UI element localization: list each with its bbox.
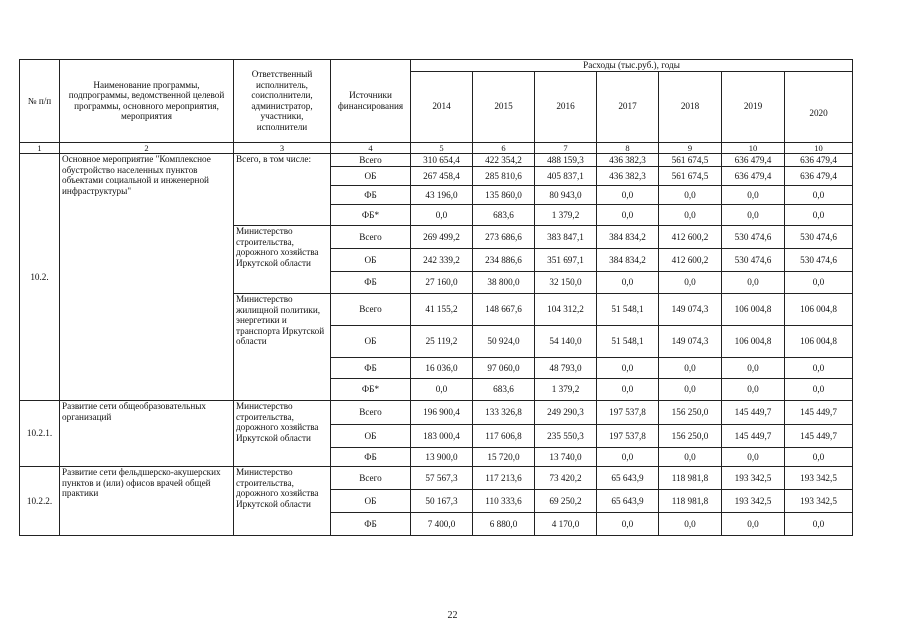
- value-cell: 57 567,3: [411, 467, 473, 490]
- value-cell: 145 449,7: [785, 425, 853, 448]
- value-cell: 65 643,9: [597, 490, 659, 513]
- value-cell: 27 160,0: [411, 272, 473, 294]
- value-cell: 6 880,0: [473, 513, 535, 536]
- funding-source: ФБ*: [331, 205, 411, 226]
- value-cell: 16 036,0: [411, 358, 473, 379]
- value-cell: 412 600,2: [659, 226, 722, 249]
- activity-name: Развитие сети общеобразовательных организаций: [60, 401, 234, 467]
- value-cell: 235 550,3: [535, 425, 597, 448]
- executor-name: Министерство строительства, дорожного хозяйства Иркутской области: [234, 467, 331, 536]
- table-row: [20, 401, 853, 425]
- funding-source: Всего: [331, 467, 411, 490]
- value-cell: 13 740,0: [535, 448, 597, 467]
- value-cell: 193 342,5: [722, 467, 785, 490]
- value-cell: 0,0: [785, 186, 853, 205]
- value-cell: 0,0: [411, 205, 473, 226]
- column-number: 6: [473, 142, 535, 154]
- value-cell: 145 449,7: [785, 401, 853, 425]
- value-cell: 0,0: [722, 186, 785, 205]
- funding-source: ФБ: [331, 513, 411, 536]
- value-cell: 683,6: [473, 379, 535, 401]
- funding-source: Всего: [331, 294, 411, 326]
- value-cell: 80 943,0: [535, 186, 597, 205]
- column-number: 2: [60, 142, 234, 154]
- value-cell: 234 886,6: [473, 249, 535, 272]
- column-number: 10: [785, 142, 853, 154]
- header-sources: Источники финансирования: [331, 60, 411, 143]
- value-cell: 43 196,0: [411, 186, 473, 205]
- budget-table: [19, 59, 853, 536]
- row-number: 10.2.: [20, 154, 60, 401]
- value-cell: 0,0: [597, 186, 659, 205]
- value-cell: 118 981,8: [659, 490, 722, 513]
- header-year: 2016: [535, 71, 597, 142]
- value-cell: 488 159,3: [535, 154, 597, 167]
- funding-source: ОБ: [331, 167, 411, 186]
- value-cell: 65 643,9: [597, 467, 659, 490]
- value-cell: 0,0: [597, 358, 659, 379]
- header-year: 2018: [659, 71, 722, 142]
- value-cell: 183 000,4: [411, 425, 473, 448]
- value-cell: 7 400,0: [411, 513, 473, 536]
- column-number: 5: [411, 142, 473, 154]
- value-cell: 69 250,2: [535, 490, 597, 513]
- column-number: 3: [234, 142, 331, 154]
- value-cell: 41 155,2: [411, 294, 473, 326]
- header-executor: Ответственный исполнитель, соисполнители, администратор, участники, исполнители: [234, 60, 331, 143]
- value-cell: 48 793,0: [535, 358, 597, 379]
- page-number: 22: [447, 610, 458, 621]
- value-cell: 0,0: [722, 272, 785, 294]
- value-cell: 267 458,4: [411, 167, 473, 186]
- value-cell: 0,0: [659, 513, 722, 536]
- value-cell: 530 474,6: [785, 226, 853, 249]
- value-cell: 118 981,8: [659, 467, 722, 490]
- value-cell: 148 667,6: [473, 294, 535, 326]
- value-cell: 269 499,2: [411, 226, 473, 249]
- value-cell: 0,0: [659, 272, 722, 294]
- value-cell: 0,0: [659, 205, 722, 226]
- value-cell: 242 339,2: [411, 249, 473, 272]
- value-cell: 0,0: [785, 379, 853, 401]
- value-cell: 149 074,3: [659, 294, 722, 326]
- value-cell: 436 382,3: [597, 154, 659, 167]
- value-cell: 1 379,2: [535, 379, 597, 401]
- value-cell: 196 900,4: [411, 401, 473, 425]
- funding-source: ФБ: [331, 186, 411, 205]
- header-year: 2015: [473, 71, 535, 142]
- value-cell: 683,6: [473, 205, 535, 226]
- funding-source: Всего: [331, 401, 411, 425]
- value-cell: 384 834,2: [597, 226, 659, 249]
- value-cell: 383 847,1: [535, 226, 597, 249]
- value-cell: 197 537,8: [597, 425, 659, 448]
- value-cell: 561 674,5: [659, 167, 722, 186]
- value-cell: 561 674,5: [659, 154, 722, 167]
- value-cell: 50 924,0: [473, 326, 535, 358]
- value-cell: 106 004,8: [722, 294, 785, 326]
- value-cell: 54 140,0: [535, 326, 597, 358]
- value-cell: 0,0: [597, 513, 659, 536]
- value-cell: 149 074,3: [659, 326, 722, 358]
- header-num: № п/п: [20, 60, 60, 143]
- value-cell: 193 342,5: [785, 490, 853, 513]
- value-cell: 636 479,4: [722, 154, 785, 167]
- value-cell: 50 167,3: [411, 490, 473, 513]
- funding-source: ФБ: [331, 448, 411, 467]
- executor-name: Министерство строительства, дорожного хозяйства Иркутской области: [234, 401, 331, 467]
- value-cell: 156 250,0: [659, 401, 722, 425]
- column-number: 7: [535, 142, 597, 154]
- value-cell: 0,0: [722, 448, 785, 467]
- value-cell: 351 697,1: [535, 249, 597, 272]
- value-cell: 530 474,6: [722, 226, 785, 249]
- value-cell: 193 342,5: [722, 490, 785, 513]
- value-cell: 156 250,0: [659, 425, 722, 448]
- header-row-top: [20, 60, 853, 72]
- value-cell: 636 479,4: [785, 154, 853, 167]
- table-row: [20, 467, 853, 490]
- value-cell: 117 213,6: [473, 467, 535, 490]
- value-cell: 51 548,1: [597, 294, 659, 326]
- funding-source: Всего: [331, 226, 411, 249]
- value-cell: 530 474,6: [785, 249, 853, 272]
- value-cell: 0,0: [659, 448, 722, 467]
- funding-source: ФБ*: [331, 379, 411, 401]
- value-cell: 412 600,2: [659, 249, 722, 272]
- column-number: 4: [331, 142, 411, 154]
- row-number: 10.2.1.: [20, 401, 60, 467]
- value-cell: 0,0: [722, 358, 785, 379]
- value-cell: 38 800,0: [473, 272, 535, 294]
- value-cell: 405 837,1: [535, 167, 597, 186]
- value-cell: 0,0: [411, 379, 473, 401]
- value-cell: 0,0: [597, 379, 659, 401]
- value-cell: 0,0: [785, 513, 853, 536]
- value-cell: 0,0: [597, 448, 659, 467]
- value-cell: 73 420,2: [535, 467, 597, 490]
- executor-name: Всего, в том числе:: [234, 154, 331, 226]
- value-cell: 193 342,5: [785, 467, 853, 490]
- value-cell: 0,0: [785, 272, 853, 294]
- value-cell: 32 150,0: [535, 272, 597, 294]
- funding-source: ФБ: [331, 272, 411, 294]
- value-cell: 0,0: [722, 205, 785, 226]
- value-cell: 4 170,0: [535, 513, 597, 536]
- funding-source: ОБ: [331, 425, 411, 448]
- value-cell: 25 119,2: [411, 326, 473, 358]
- executor-name: Министерство жилищной политики, энергетики и транспорта Иркутской области: [234, 294, 331, 401]
- activity-name: Развитие сети фельдшерско-акушерских пунктов и (или) офисов врачей общей практики: [60, 467, 234, 536]
- value-cell: 0,0: [785, 448, 853, 467]
- value-cell: 145 449,7: [722, 401, 785, 425]
- value-cell: 384 834,2: [597, 249, 659, 272]
- table-row: [20, 154, 853, 167]
- column-numbers-row: [20, 142, 853, 154]
- header-year: 2017: [597, 71, 659, 142]
- value-cell: 106 004,8: [722, 326, 785, 358]
- value-cell: 15 720,0: [473, 448, 535, 467]
- header-expenses: Расходы (тыс.руб.), годы: [411, 60, 853, 72]
- value-cell: 110 333,6: [473, 490, 535, 513]
- value-cell: 0,0: [722, 513, 785, 536]
- value-cell: 97 060,0: [473, 358, 535, 379]
- value-cell: 13 900,0: [411, 448, 473, 467]
- value-cell: 51 548,1: [597, 326, 659, 358]
- value-cell: 117 606,8: [473, 425, 535, 448]
- funding-source: ОБ: [331, 249, 411, 272]
- value-cell: 0,0: [722, 379, 785, 401]
- value-cell: 106 004,8: [785, 326, 853, 358]
- value-cell: 0,0: [659, 186, 722, 205]
- value-cell: 530 474,6: [722, 249, 785, 272]
- value-cell: 422 354,2: [473, 154, 535, 167]
- value-cell: 0,0: [659, 379, 722, 401]
- value-cell: 285 810,6: [473, 167, 535, 186]
- column-number: 8: [597, 142, 659, 154]
- value-cell: 104 312,2: [535, 294, 597, 326]
- value-cell: 0,0: [785, 205, 853, 226]
- funding-source: ОБ: [331, 490, 411, 513]
- header-name: Наименование программы, подпрограммы, ведомственной целевой программы, основного мероприятия, мероприятия: [60, 60, 234, 143]
- activity-name: Основное мероприятие "Комплексное обустройство населенных пунктов объектами социальной и инженерной инфраструктуры": [60, 154, 234, 401]
- value-cell: 1 379,2: [535, 205, 597, 226]
- value-cell: 310 654,4: [411, 154, 473, 167]
- column-number: 1: [20, 142, 60, 154]
- value-cell: 636 479,4: [722, 167, 785, 186]
- value-cell: 0,0: [597, 205, 659, 226]
- value-cell: 249 290,3: [535, 401, 597, 425]
- value-cell: 135 860,0: [473, 186, 535, 205]
- value-cell: 436 382,3: [597, 167, 659, 186]
- value-cell: 133 326,8: [473, 401, 535, 425]
- column-number: 9: [659, 142, 722, 154]
- value-cell: 0,0: [659, 358, 722, 379]
- value-cell: 197 537,8: [597, 401, 659, 425]
- value-cell: 0,0: [785, 358, 853, 379]
- executor-name: Министерство строительства, дорожного хозяйства Иркутской области: [234, 226, 331, 294]
- column-number: 10: [722, 142, 785, 154]
- funding-source: ФБ: [331, 358, 411, 379]
- funding-source: Всего: [331, 154, 411, 167]
- value-cell: 106 004,8: [785, 294, 853, 326]
- row-number: 10.2.2.: [20, 467, 60, 536]
- header-year: 2019: [722, 71, 785, 142]
- value-cell: 273 686,6: [473, 226, 535, 249]
- value-cell: 0,0: [597, 272, 659, 294]
- value-cell: 636 479,4: [785, 167, 853, 186]
- header-year: 2020: [785, 71, 853, 142]
- value-cell: 145 449,7: [722, 425, 785, 448]
- header-year: 2014: [411, 71, 473, 142]
- funding-source: ОБ: [331, 326, 411, 358]
